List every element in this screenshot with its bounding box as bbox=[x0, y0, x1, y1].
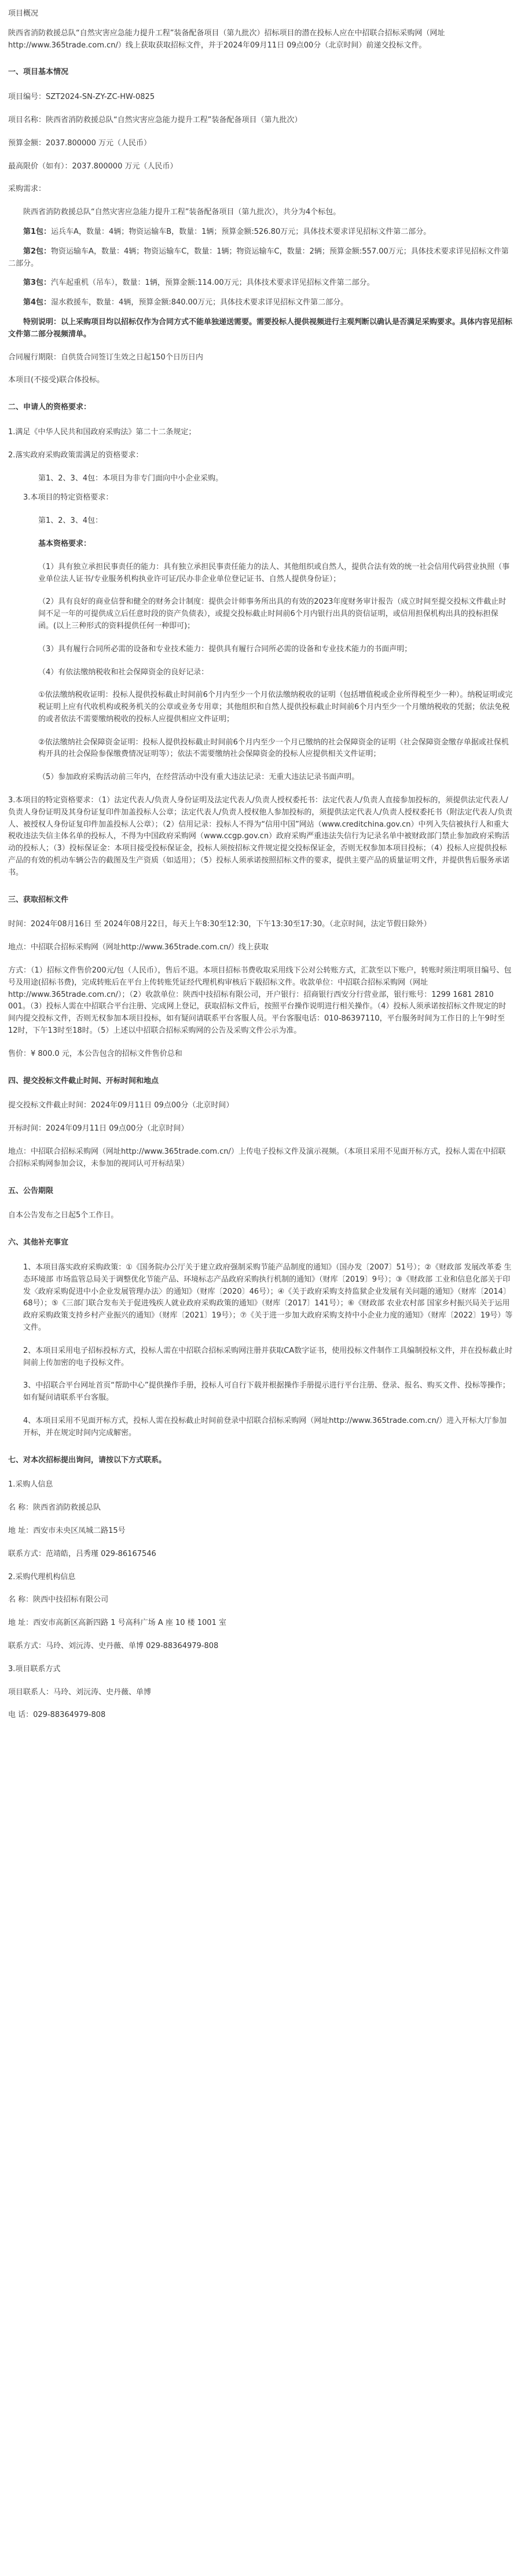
text-line: 项目联系人：马玲、刘沅涛、史丹薇、单博 bbox=[8, 1687, 152, 1697]
text-line: 预算金额：2037.800000 万元（人民币） bbox=[8, 138, 151, 148]
text-line: 项目编号：SZT2024-SN-ZY-ZC-HW-0825 bbox=[8, 93, 155, 102]
text-line: 4、本项目采用不见面开标方式，投标人需在投标截止时间前登录中招联合招标采购网（网址http://www.365trade.com.cn/）进入开标大厅参加开标，并在规定时间内完成解密。 bbox=[23, 1416, 507, 1437]
text-line: 七、对本次招标提出询问，请按以下方式联系。 bbox=[8, 1455, 167, 1465]
text-line: 本项目(不接受)联合体投标。 bbox=[8, 376, 105, 385]
text-line: 名 称：陕西省消防救援总队 bbox=[8, 1503, 101, 1513]
text-line: ①依法缴纳税收证明：投标人提供投标截止时间前6个月内至少一个月依法缴纳税收的证明（包括增值税或企业所得税至少一种）。纳税证明或完税证明上应有代收机构或税务机关的公章或业务专用章；其他组织和自然人提供投标截止时间前6个月内至少一个月缴纳税收的凭据；依法免税的或者依法不需要缴纳税收的投标人应提供相应文件证明； bbox=[38, 691, 513, 724]
text-line: 自本公告发布之日起5个工作日。 bbox=[8, 1211, 119, 1220]
text-line: 2、本项目采用电子招标投标方式，投标人需在中招联合招标采购网注册并获取CA数字证书，使用投标文件制作工具编制投标文件，并在投标截止时间前上传加密的电子投标文件。 bbox=[23, 1346, 513, 1367]
text-line: 时间：2024年08月16日 至 2024年08月22日，每天上午8:30至12:30，下午13:30至17:30。（北京时间，法定节假日除外） bbox=[8, 920, 431, 929]
text-line: 3.本项目的特定资格要求： bbox=[23, 493, 113, 502]
text-line: 2.采购代理机构信息 bbox=[8, 1572, 76, 1581]
text-line: （4）有依法缴纳税收和社会保障资金的良好记录： bbox=[38, 667, 209, 677]
text-line: 第4包：湿水救援车，数量：4辆，预算金额:840.00万元；具体技术要求详见招标文件第二部分。 bbox=[23, 298, 348, 307]
text-line: 一、项目基本情况 bbox=[8, 68, 69, 77]
text-line: 开标时间：2024年09月11日 09点00分（北京时间） bbox=[8, 1124, 189, 1133]
text-line: （3）具有履行合同所必需的设备和专业技术能力：提供具有履行合同所必需的设备和专业技术能力的书面声明； bbox=[38, 644, 412, 654]
text-line: 方式：（1）招标文件售价200元/包（人民币），售后不退。本项目招标书费收取采用线下公对公转账方式，汇款至以下账户，转账时须注明项目编号、包号及用途(招标书费)，完成转账后在平台上传转账凭证经代理机构审核后下载招标文件。收款单位：中招联合招标采购网（网址http://www.365trade.com.cn/）；（2）收款单位：陕西中技招标有限公司，开户银行：招商银行西安分行营业部，银行账号：1299 1681 2810 001。（3）投标人需在中招联合平台注册、完成网上登记，获取招标文件后，按照平台操作说明进行相关操作。（4）投标人须承诺按招标文件规定的时间内提交投标文件，否则无权参加本项目投标，如有疑问请联系平台客服人员。平台客服电话：010-86397110，平台服务时间为工作日的上午9时至12时，下午13时至18时。（5）上述以中招联合招标采购网的公告及采购文件公示为准。 bbox=[8, 966, 512, 1036]
text-line: 1.采购人信息 bbox=[8, 1480, 53, 1489]
text-line: 名 称：陕西中技招标有限公司 bbox=[8, 1595, 109, 1605]
text-line: 第2包：物资运输车A，数量：4辆；物资运输车C，数量：1辆；物资运输车C，数量：2辆；预算金额:557.00万元；具体技术要求详见招标文件第二部分。 bbox=[8, 247, 509, 268]
text-line: 第3包：汽车起重机（吊车），数量：1辆，预算金额:114.00万元；具体技术要求详见招标文件第二部分。 bbox=[23, 278, 375, 288]
text-line: 五、公告期限 bbox=[8, 1186, 54, 1195]
text-line: 陕西省消防救援总队“自然灾害应急能力提升工程”装备配备项目（第九批次）招标项目的潜在投标人应在中招联合招标采购网（网址http://www.365trade.com.cn/）线上获取获取招标文件，并于2024年09月11日 09点00分（北京时间）前递交投标文件。 bbox=[8, 28, 445, 50]
text-line: 地 址：西安市高新区高新四路 1 号高科广场 A 座 10 楼 1001 室 bbox=[8, 1619, 226, 1628]
text-line: 陕西省消防救援总队“自然灾害应急能力提升工程”装备配备项目（第九批次），共分为4个标包。 bbox=[23, 208, 341, 217]
text-line: （1）具有独立承担民事责任的能力：具有独立承担民事责任能力的法人、其他组织或自然人，提供合法有效的统一社会信用代码营业执照（事业单位法人证书/专业服务机构执业许可证/民办非企业单位登记证书、自然人提供身份证）； bbox=[38, 562, 510, 584]
text-line: 3.本项目的特定资格要求：（1）法定代表人/负责人身份证明及法定代表人/负责人授权委托书：法定代表人/负责人直接参加投标的，须提供法定代表人/负责人身份证明及其身份证复印件加盖投标人公章；法定代表人/负责人授权他人参加投标的，须提供法定代表人/负责人授权委托书（附法定代表人/负责人、被授权人身份证复印件加盖投标人公章）；（2）信用记录：投标人不得为“信用中国”网站（www.creditchina.gov.cn）中列入失信被执行人和重大税收违法失信主体名单的投标人，不得为中国政府采购网（www.ccgp.gov.cn）政府采购严重违法失信行为记录名单中被财政部门禁止参加政府采购活动的投标人；（3）投标保证金：本项目接受投标保证金，投标人须按招标文件规定提交投标保证金，否则无权参加本项目投标；（4）投标人应提供投标产品的有效的机动车辆公告的截图及生产资质（如适用）；（5）投标人须承诺按照招标文件的要求，提供主要产品的质量证明文件，并提供售后服务承诺书。 bbox=[8, 796, 513, 877]
text-line: 四、提交投标文件截止时间、开标时间和地点 bbox=[8, 1076, 159, 1085]
text-line: 售价：¥ 800.0 元，本公告包含的招标文件售价总和 bbox=[8, 1049, 182, 1058]
text-line: 第1、2、3、4包：本项目为非专门面向中小企业采购。 bbox=[38, 474, 223, 483]
text-line: 1.满足《中华人民共和国政府采购法》第二十二条规定； bbox=[8, 427, 196, 436]
text-line: 第1、2、3、4包： bbox=[38, 516, 103, 526]
text-line: 联系方式：范靖皓，吕秀瑾 029-86167546 bbox=[8, 1549, 156, 1558]
text-line: 地 址：西安市未央区凤城二路15号 bbox=[8, 1526, 126, 1535]
text-line: 三、获取招标文件 bbox=[8, 895, 69, 904]
text-line: 第1包：运兵车A，数量：4辆；物资运输车B，数量：1辆；预算金额:526.80万元；具体技术要求详见招标文件第二部分。 bbox=[23, 227, 431, 236]
text-line: 最高限价（如有）：2037.800000 万元（人民币） bbox=[8, 162, 178, 171]
text-line: 电 话：029-88364979-808 bbox=[8, 1711, 106, 1720]
text-line: 3、中招联合平台网址首页“帮助中心”提供操作手册，投标人可自行下载并根据操作手册提示进行平台注册、登录、报名、购买文件、投标等操作；如有疑问请联系平台客服。 bbox=[23, 1381, 510, 1403]
text-line: （5）参加政府采购活动前三年内，在经营活动中没有重大违法记录：无重大违法记录书面声明。 bbox=[38, 773, 359, 782]
text-line: 地点：中招联合招标采购网（网址http://www.365trade.com.cn/）上传电子投标文件及演示视频。（本项目采用不见面开标方式，投标人需在中招联合招标采购网参加会议，未参加的视同认可开标结果） bbox=[8, 1147, 506, 1168]
text-line: 六、其他补充事宜 bbox=[8, 1238, 69, 1247]
text-line: 地点：中招联合招标采购网（网址http://www.365trade.com.cn/）线上获取 bbox=[8, 943, 269, 952]
text-line: 项目概况 bbox=[8, 9, 39, 18]
text-line: 二、申请人的资格要求： bbox=[8, 403, 91, 412]
text-line: 1、本项目落实政府采购政策：①《国务院办公厅关于建立政府强制采购节能产品制度的通知》（国办发〔2007〕51号）；②《财政部 发展改革委 生态环境部 市场监管总局关于调整优化节能产品、环境标志产品政府采购执行机制的通知》（财库〔2019〕9号）；③《财政部 工业和信息化部关于印发〈政府采购促进中小企业发展管理办法〉的通知》（财库〔2020〕46号）；④《关于政府采购支持监狱企业发展有关问题的通知》（财库〔2014〕68号）；⑤《三部门联合发布关于促进残疾人就业政府采购政策的通知》（财库〔2017〕141号）；⑥《财政部 农业农村部 国家乡村振兴局关于运用政府采购政策支持乡村产业振兴的通知》（财库〔2021〕19号）；⑦《关于进一步加大政府采购支持中小企业力度的通知》（财库〔2022〕19号）等文件。 bbox=[23, 1263, 513, 1332]
text-line: 特别说明：以上采购项目均以招标仅作为合同方式不能单独递送需要。需要投标人提供视频进行主观判断以确认是否满足采购要求。具体内容见招标文件第二部分视频清单。 bbox=[8, 317, 513, 339]
text-line: 合同履行期限：自供货合同签订生效之日起150个日历日内 bbox=[8, 353, 203, 362]
text-line: 采购需求： bbox=[8, 185, 46, 194]
text-line: 联系方式：马玲、刘沅涛、史丹薇、单博 029-88364979-808 bbox=[8, 1641, 219, 1650]
text-line: （2）具有良好的商业信誉和健全的财务会计制度：提供会计师事务所出具的有效的2023年度财务审计报告（成立时间至提交投标文件截止时间不足一年的可提供成立后任意时段的资产负债表），或提交投标截止时间前6个月内银行出具的资信证明，或信用担保机构出具的投标担保函。(以上三种形式的资料提供任何一种即可)； bbox=[38, 597, 507, 630]
text-line: 基本资格要求： bbox=[38, 539, 91, 548]
text-line: 3.项目联系方式 bbox=[8, 1664, 61, 1674]
text-line: ②依法缴纳社会保障资金证明：投标人提供投标截止时间前6个月内至少一个月已缴纳的社会保障资金的证明（社会保障资金缴存单据或社保机构开具的社会保险参保缴费情况证明等）；依法不需要缴纳社会保障资金的投标人应提供相关文件证明； bbox=[38, 737, 509, 759]
text-line: 项目名称：陕西省消防救援总队“自然灾害应急能力提升工程”装备配备项目（第九批次） bbox=[8, 115, 302, 124]
text-line: 提交投标文件截止时间：2024年09月11日 09点00分（北京时间） bbox=[8, 1101, 234, 1110]
text-line: 2.落实政府采购政策需满足的资格要求： bbox=[8, 450, 144, 460]
